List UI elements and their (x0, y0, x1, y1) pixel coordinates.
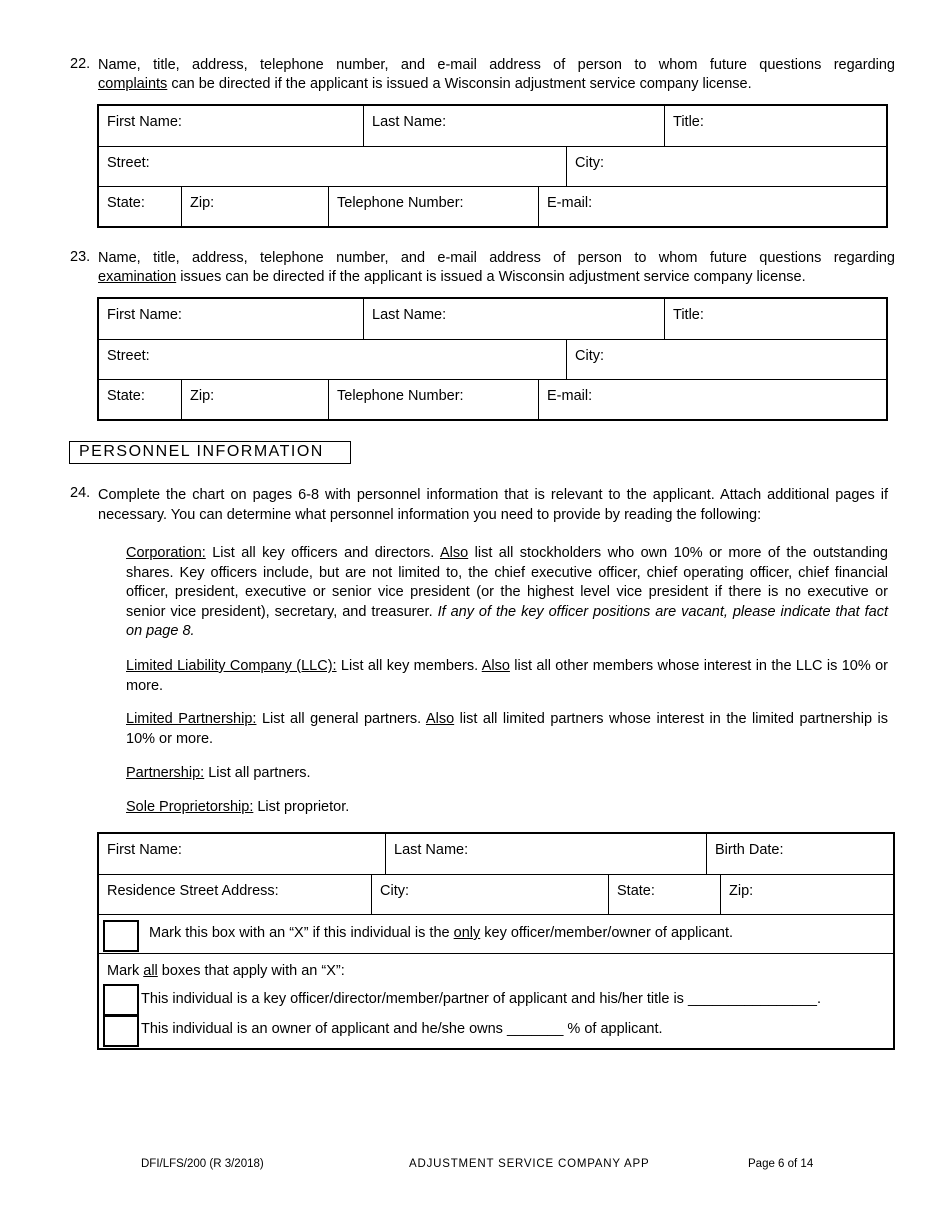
q22-zip-field[interactable]: Zip: (190, 195, 215, 211)
q23-street-field[interactable]: Street: (107, 348, 150, 364)
footer-page-number: Page 6 of 14 (748, 1158, 814, 1170)
q22-last-name-field[interactable]: Last Name: (372, 114, 447, 130)
corporation-also: Also (439, 545, 469, 561)
lp-text-2: list all limited partners whose interest in the limited partnership is 10% or more. (126, 711, 888, 747)
corporation-paragraph (126, 544, 888, 642)
personnel-residence-field[interactable]: Residence Street Address: (107, 883, 279, 899)
llc-also: Also (481, 658, 510, 674)
partnership-paragraph (126, 764, 888, 784)
question-22-line2 (98, 75, 895, 94)
q22-city-field[interactable]: City: (575, 155, 604, 171)
all-underlined: all (143, 963, 158, 979)
q23-last-name-field[interactable]: Last Name: (372, 307, 447, 323)
question-23-number: 23. (70, 249, 91, 265)
mark-text-2: boxes that apply with an “X”: (157, 963, 345, 979)
lp-text-1: List all general partners. (256, 711, 426, 727)
llc-text-2: list all other members whose interest in the LLC is 10% or more. (126, 658, 888, 694)
question-22-line2-rest: can be directed if the applicant is issued a Wisconsin adjustment service company license. (167, 76, 752, 92)
footer-form-id: DFI/LFS/200 (R 3/2018) (141, 1158, 264, 1170)
mark-text-1: Mark (107, 963, 144, 979)
corporation-text-2: list all stockholders who own 10% or more of the outstanding shares. Key officers include, but are not limited to, the chief executive officer, chief operating officer, chief financial officer, president, executive or senior vice president (or the highest level vice president if there is no executive or senior vice president), secretary, and treasurer. (126, 545, 888, 620)
complaints-underlined: complaints (98, 76, 168, 92)
personnel-state-field[interactable]: State: (617, 883, 655, 899)
key-officer-text: This individual is a key officer/director/member/partner of applicant and his/her title is ________________. (141, 991, 822, 1007)
limited-partnership-label: Limited Partnership: (126, 711, 257, 727)
llc-label: Limited Liability Company (LLC): (126, 658, 337, 674)
q23-zip-field[interactable]: Zip: (190, 388, 215, 404)
limited-partnership-paragraph (126, 710, 888, 749)
q23-state-field[interactable]: State: (107, 388, 145, 404)
question-24-number: 24. (70, 485, 91, 501)
question-23-line1: Name, title, address, telephone number, and e-mail address of person to whom future questions regarding (98, 250, 895, 266)
q22-telephone-field[interactable]: Telephone Number: (337, 195, 464, 211)
question-24-text: Complete the chart on pages 6-8 with personnel information that is relevant to the applicant. Attach additional pages if necessary. You can determine what personnel information you need to provide by reading the following: (98, 487, 888, 523)
mark-all-instruction (107, 963, 345, 979)
q22-title-field[interactable]: Title: (673, 114, 704, 130)
personnel-zip-field[interactable]: Zip: (729, 883, 754, 899)
q22-street-field[interactable]: Street: (107, 155, 150, 171)
lp-also: Also (425, 711, 455, 727)
q22-state-field[interactable]: State: (107, 195, 145, 211)
only-underlined: only (453, 925, 481, 941)
examination-underlined: examination (98, 269, 177, 285)
owner-checkbox[interactable] (103, 1015, 139, 1047)
question-23-line2 (98, 268, 895, 287)
q22-first-name-field[interactable]: First Name: (107, 114, 182, 130)
partnership-text: List all partners. (204, 765, 311, 781)
question-22-line1: Name, title, address, telephone number, and e-mail address of person to whom future questions regarding (98, 57, 895, 73)
question-22-number: 22. (70, 56, 91, 72)
q22-contact-table (97, 104, 888, 228)
corporation-text-1: List all key officers and directors. (205, 545, 440, 561)
owner-text: This individual is an owner of applicant and he/she owns _______ % of applicant. (141, 1021, 663, 1037)
q23-telephone-field[interactable]: Telephone Number: (337, 388, 464, 404)
only-owner-checkbox[interactable] (103, 920, 139, 952)
corporation-label: Corporation: (126, 545, 206, 561)
q23-contact-table (97, 297, 888, 421)
key-officer-checkbox[interactable] (103, 984, 139, 1016)
partnership-label: Partnership: (126, 765, 205, 781)
corporation-italic-note: If any of the key officer positions are vacant, please indicate that fact on page 8. (126, 603, 888, 639)
q23-email-field[interactable]: E-mail: (547, 388, 593, 404)
personnel-last-name-field[interactable]: Last Name: (394, 842, 469, 858)
personnel-first-name-field[interactable]: First Name: (107, 842, 182, 858)
question-23-line2-rest: issues can be directed if the applicant is issued a Wisconsin adjustment service company license. (176, 269, 806, 285)
q22-email-field[interactable]: E-mail: (547, 195, 593, 211)
footer-title: ADJUSTMENT SERVICE COMPANY APP (409, 1158, 650, 1170)
only-owner-text-1: Mark this box with an “X” if this individual is the (149, 925, 454, 941)
llc-text-1: List all key members. (336, 658, 482, 674)
llc-paragraph (126, 657, 888, 696)
q23-title-field[interactable]: Title: (673, 307, 704, 323)
personnel-table (97, 832, 895, 1050)
sole-proprietorship-label: Sole Proprietorship: (126, 799, 254, 815)
sole-proprietorship-paragraph (126, 798, 888, 818)
sole-proprietorship-text: List proprietor. (253, 799, 350, 815)
q23-first-name-field[interactable]: First Name: (107, 307, 182, 323)
only-owner-text-2: key officer/member/owner of applicant. (480, 925, 734, 941)
q23-city-field[interactable]: City: (575, 348, 604, 364)
personnel-birth-date-field[interactable]: Birth Date: (715, 842, 784, 858)
section-title-personnel: PERSONNEL INFORMATION (69, 441, 351, 464)
personnel-city-field[interactable]: City: (380, 883, 409, 899)
only-owner-text (149, 925, 733, 941)
